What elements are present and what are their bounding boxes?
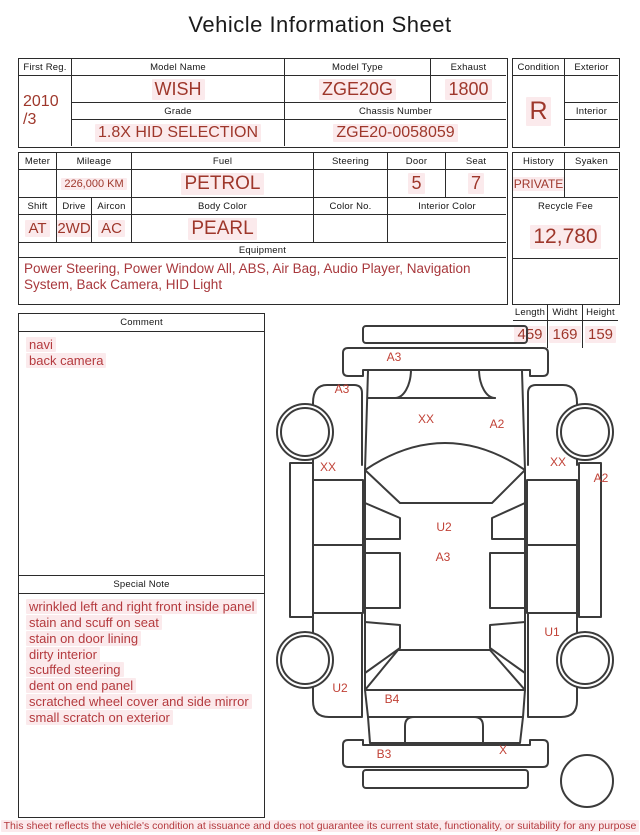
condition-value: R xyxy=(513,76,565,146)
note-line: wrinkled left and right front inside panel xyxy=(26,599,257,615)
color-no-value xyxy=(314,215,388,243)
steering-label: Steering xyxy=(314,153,388,170)
note-line: dent on end panel xyxy=(26,678,257,694)
grade-value: 1.8X HID SELECTION xyxy=(72,120,285,146)
condition-box xyxy=(512,58,620,148)
damage-marker-u2: U2 xyxy=(332,681,348,695)
damage-marker-a3: A3 xyxy=(334,382,350,396)
car-diagram xyxy=(270,313,640,813)
equipment-label: Equipment xyxy=(19,243,506,258)
syaken-value xyxy=(565,170,618,198)
comment-label: Comment xyxy=(19,314,264,332)
damage-marker-a3: A3 xyxy=(435,550,451,564)
left-front-window-flag xyxy=(365,503,400,539)
left-door-panels xyxy=(313,480,363,613)
chassis-number-value: ZGE20-0058059 xyxy=(285,120,506,146)
first-reg-value: 2010 /3 xyxy=(19,76,72,146)
interior-label: Interior xyxy=(565,103,618,120)
meter-label: Meter xyxy=(19,153,57,170)
special-note-label: Special Note xyxy=(19,575,264,594)
seat-label: Seat xyxy=(446,153,506,170)
note-line: scuffed steering xyxy=(26,662,257,678)
exhaust-value: 1800 xyxy=(431,76,506,103)
rear-lower-panel xyxy=(363,770,528,788)
spec-table xyxy=(18,152,508,305)
fuel-label: Fuel xyxy=(132,153,314,170)
aircon-label: Aircon xyxy=(92,198,132,215)
left-c-pillar xyxy=(365,622,400,673)
hood-right-edge xyxy=(522,371,525,470)
damage-marker-a2: A2 xyxy=(593,471,609,485)
door-label: Door xyxy=(388,153,446,170)
height-value: 159 xyxy=(583,321,618,348)
model-type-label: Model Type xyxy=(285,59,431,76)
hood-right-arc xyxy=(479,370,495,398)
history-value: PRIVATE xyxy=(513,170,565,198)
left-rear-window xyxy=(365,553,400,608)
end-panel-left-divider xyxy=(405,717,414,743)
right-rear-window xyxy=(490,553,525,608)
note-line: dirty interior xyxy=(26,647,257,663)
damage-marker-a3: A3 xyxy=(386,350,402,364)
history-dimensions-box xyxy=(512,152,620,343)
rear-bumper xyxy=(343,740,548,767)
mileage-value: 226,000 KM xyxy=(57,170,132,198)
shift-value: AT xyxy=(19,215,57,243)
interior-color-label: Interior Color xyxy=(388,198,506,215)
interior-color-value xyxy=(388,215,506,243)
left-sill-panel xyxy=(290,463,313,617)
front-left-wheel xyxy=(277,404,333,460)
grade-label: Grade xyxy=(72,103,285,120)
first-reg-label: First Reg. xyxy=(19,59,72,76)
page-title: Vehicle Information Sheet xyxy=(188,12,452,37)
spare-tire xyxy=(561,755,613,807)
exterior-label: Exterior xyxy=(565,59,618,76)
comment-box xyxy=(18,313,265,818)
model-name-label: Model Name xyxy=(72,59,285,76)
body-color-label: Body Color xyxy=(132,198,314,215)
damage-marker-xx: XX xyxy=(417,412,435,426)
meter-value xyxy=(19,170,57,198)
body-color-value: PEARL xyxy=(132,215,314,243)
steering-value xyxy=(314,170,388,198)
history-label: History xyxy=(513,153,565,170)
hood-left-arc xyxy=(395,370,411,398)
damage-marker-b4: B4 xyxy=(384,692,400,706)
exterior-value xyxy=(565,76,618,103)
syaken-label: Syaken xyxy=(565,153,618,170)
windshield xyxy=(365,443,525,503)
front-bumper xyxy=(343,348,548,376)
note-line: small scratch on exterior xyxy=(26,710,257,726)
length-label: Length xyxy=(513,304,548,321)
shift-label: Shift xyxy=(19,198,57,215)
footer-disclaimer: This sheet reflects the vehicle's condition at issuance and does not guarantee its current state, functionality, or suitability for any purpose xyxy=(0,820,640,832)
registration-table xyxy=(18,58,508,148)
interior-value xyxy=(565,120,618,146)
note-line: stain on door lining xyxy=(26,631,257,647)
width-label: Widht xyxy=(548,304,583,321)
note-line: back camera xyxy=(26,353,257,369)
right-sill-panel xyxy=(579,463,601,617)
exhaust-label: Exhaust xyxy=(431,59,506,76)
color-no-label: Color No. xyxy=(314,198,388,215)
chassis-number-label: Chassis Number xyxy=(285,103,506,120)
condition-label: Condition xyxy=(513,59,565,76)
rear-end-panel xyxy=(368,717,523,743)
note-line: navi xyxy=(26,337,257,353)
right-door-panels xyxy=(527,480,577,613)
model-type-value: ZGE20G xyxy=(285,76,431,103)
damage-marker-xx: XX xyxy=(319,460,337,474)
drive-value: 2WD xyxy=(57,215,92,243)
aircon-value: AC xyxy=(92,215,132,243)
mileage-label: Mileage xyxy=(57,153,132,170)
rear-left-wheel xyxy=(277,632,333,688)
damage-marker-xx: XX xyxy=(549,455,567,469)
drive-label: Drive xyxy=(57,198,92,215)
equipment-value: Power Steering, Power Window All, ABS, Air Bag, Audio Player, Navigation System, Back Camera, HID Light xyxy=(24,261,471,293)
recycle-fee-value: 12,780 xyxy=(513,215,618,259)
damage-marker-x: X xyxy=(498,743,508,757)
damage-marker-a2: A2 xyxy=(489,417,505,431)
height-label: Height xyxy=(583,304,618,321)
note-line: scratched wheel cover and side mirror xyxy=(26,694,257,710)
model-name-value: WISH xyxy=(72,76,285,103)
special-note-lines xyxy=(19,594,264,817)
hood-left-edge xyxy=(365,371,368,470)
damage-marker-u1: U1 xyxy=(544,625,560,639)
rear-right-wheel xyxy=(557,632,613,688)
end-panel-right-divider xyxy=(474,717,483,743)
damage-marker-b3: B3 xyxy=(376,747,392,761)
right-c-pillar xyxy=(490,622,525,673)
note-line: stain and scuff on seat xyxy=(26,615,257,631)
right-front-window-flag xyxy=(492,503,525,539)
door-value: 5 xyxy=(388,170,446,198)
front-right-wheel xyxy=(557,404,613,460)
damage-marker-u2: U2 xyxy=(436,520,452,534)
length-value: 459 xyxy=(513,321,548,348)
width-value: 169 xyxy=(548,321,583,348)
front-lip-panel xyxy=(363,326,527,343)
comment-lines xyxy=(19,332,264,575)
seat-value: 7 xyxy=(446,170,506,198)
fuel-value: PETROL xyxy=(132,170,314,198)
recycle-fee-label: Recycle Fee xyxy=(538,201,593,212)
